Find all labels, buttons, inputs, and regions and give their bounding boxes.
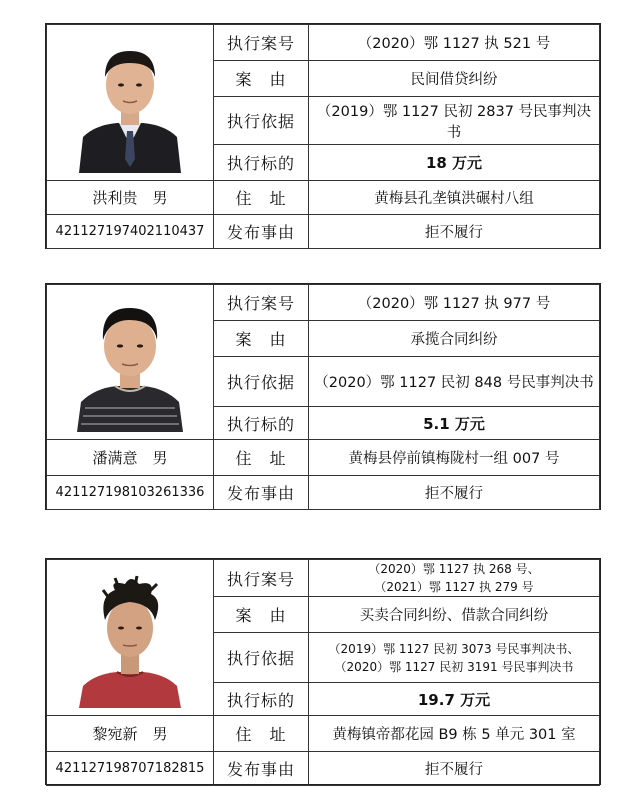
portrait-photo [47,25,214,181]
address-value: 黄梅县停前镇梅陇村一组 007 号 [309,440,600,476]
label-amount: 执行标的 [214,407,309,440]
label-case-no: 执行案号 [214,560,309,597]
case-no-value [309,560,600,597]
case-no-value: （2020）鄂 1127 执 977 号 [309,285,600,321]
basis-value [309,633,600,683]
amount-value: 5.1 万元 [309,407,600,440]
record-card-2 [45,283,601,510]
id-number: 421127198707182815 [47,752,214,786]
name-gender: 黎宛新 男 [47,716,214,752]
id-number: 421127198103261336 [47,476,214,510]
basis-value: （2020）鄂 1127 民初 848 号民事判决书 [309,357,600,407]
address-value: 黄梅镇帝都花园 B9 栋 5 单元 301 室 [309,716,600,752]
person-photo-icon [75,33,185,173]
case-no-line: （2021）鄂 1127 执 279 号 [374,580,534,594]
cause-value: 买卖合同纠纷、借款合同纠纷 [309,597,600,633]
reason-value: 拒不履行 [309,752,600,786]
case-no-line: （2020）鄂 1127 执 268 号、 [368,562,540,576]
label-amount: 执行标的 [214,683,309,716]
basis-line: （2019）鄂 1127 民初 3073 号民事判决书、 [328,641,580,656]
label-basis: 执行依据 [214,97,309,145]
cause-value: 民间借贷纠纷 [309,61,600,97]
name-gender: 洪利贵 男 [47,181,214,215]
portrait-photo [47,560,214,716]
portrait-photo [47,285,214,440]
address-value: 黄梅县孔垄镇洪碾村八组 [309,181,600,215]
record-card-3 [45,558,601,785]
label-address: 住 址 [214,716,309,752]
cause-value: 承揽合同纠纷 [309,321,600,357]
label-address: 住 址 [214,440,309,476]
label-cause: 案 由 [214,61,309,97]
label-reason: 发布事由 [214,476,309,510]
label-case-no: 执行案号 [214,285,309,321]
name-gender: 潘满意 男 [47,440,214,476]
label-cause: 案 由 [214,321,309,357]
id-number: 421127197402110437 [47,215,214,249]
case-no-value: （2020）鄂 1127 执 521 号 [309,25,600,61]
label-reason: 发布事由 [214,215,309,249]
label-basis: 执行依据 [214,633,309,683]
amount-value: 19.7 万元 [309,683,600,716]
amount-value: 18 万元 [309,145,600,181]
basis-line: （2020）鄂 1127 民初 3191 号民事判决书 [334,659,574,674]
label-amount: 执行标的 [214,145,309,181]
label-case-no: 执行案号 [214,25,309,61]
label-cause: 案 由 [214,597,309,633]
record-card-1 [45,23,601,249]
label-basis: 执行依据 [214,357,309,407]
reason-value: 拒不履行 [309,215,600,249]
label-address: 住 址 [214,181,309,215]
person-photo-icon [75,568,185,708]
basis-value: （2019）鄂 1127 民初 2837 号民事判决书 [309,97,600,145]
label-reason: 发布事由 [214,752,309,786]
person-photo-icon [75,292,185,432]
reason-value: 拒不履行 [309,476,600,510]
